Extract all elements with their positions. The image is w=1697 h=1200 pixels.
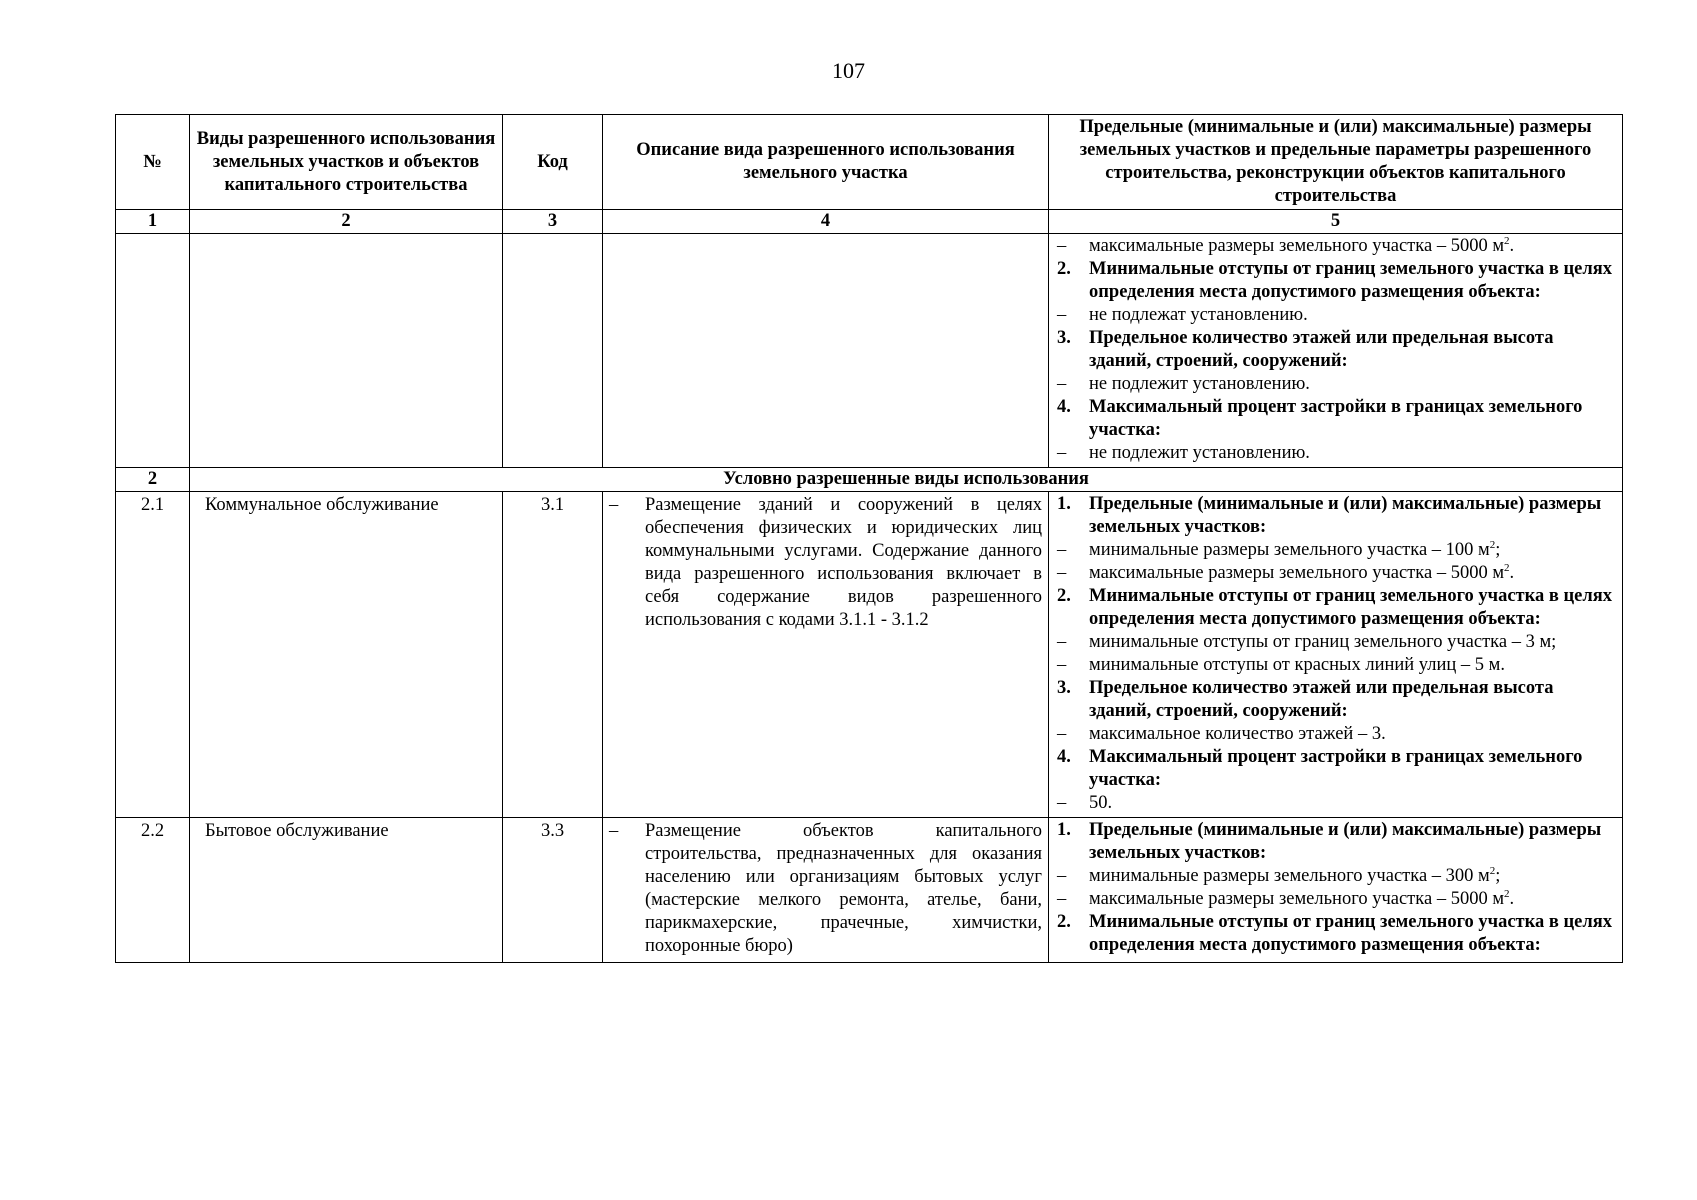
header-code: Код [503, 115, 603, 210]
dash-marker: – [1057, 724, 1067, 744]
continuation-params [1049, 234, 1623, 468]
item-text: Минимальные отступы от границ земельного участка в целях определения места допустимого размещения объекта: [1089, 586, 1612, 629]
item-number: 2. [1057, 912, 1071, 932]
numbered-heading [1053, 258, 1618, 304]
item-text: Минимальные отступы от границ земельного участка в целях определения места допустимого размещения объекта: [1089, 259, 1612, 302]
item-tail: . [1509, 563, 1515, 583]
item-text: минимальные отступы от границ земельного участка – 3 м; [1089, 632, 1557, 652]
dash-item [1053, 442, 1618, 465]
header-kind: Виды разрешенного использования земельных участков и объектов капитального строительства [190, 115, 503, 210]
row-kind: Бытовое обслуживание [190, 818, 503, 963]
superscript: 2 [1504, 561, 1510, 574]
item-text: минимальные размеры земельного участка – 100 м [1089, 540, 1490, 560]
item-tail: ; [1495, 540, 1501, 560]
superscript: 2 [1489, 538, 1496, 551]
row-code: 3.3 [503, 818, 603, 963]
dash-item [1053, 631, 1618, 654]
dash-item [1053, 865, 1618, 888]
numbered-heading [1053, 585, 1618, 631]
item-number: 2. [1057, 586, 1071, 606]
dash-marker: – [1057, 866, 1067, 886]
dash-item [1053, 723, 1618, 746]
item-number: 1. [1057, 820, 1071, 840]
row-description: Размещение зданий и сооружений в целях обеспечения физических и юридических лиц коммунальными услугами. Содержание данного вида разрешенного использования включает в себя содержание видов разрешенного использования с кодами 3.1.1 - 3.1.2 [645, 495, 1042, 630]
numbered-heading [1053, 746, 1618, 792]
row-params [1049, 492, 1623, 818]
item-text: не подлежит установлению. [1089, 443, 1310, 463]
dash-marker: – [1057, 236, 1067, 256]
item-text: 50. [1089, 793, 1113, 813]
superscript: 2 [1504, 887, 1510, 900]
item-text: Максимальный процент застройки в границах земельного участка: [1089, 747, 1583, 790]
row-description-cell [603, 492, 1049, 818]
item-number: 2. [1057, 259, 1071, 279]
dash-marker: – [1057, 793, 1067, 813]
dash-marker: – [1057, 305, 1067, 325]
item-text: не подлежат установлению. [1089, 305, 1308, 325]
dash-item [1053, 539, 1618, 562]
item-text: Предельное количество этажей или предельная высота зданий, строений, сооружений: [1089, 678, 1554, 721]
item-text: Максимальный процент застройки в границах земельного участка: [1089, 397, 1583, 440]
item-text: максимальные размеры земельного участка – 5000 м [1089, 889, 1505, 909]
item-tail: . [1509, 236, 1515, 256]
table-row [116, 492, 1623, 818]
column-number: 4 [603, 210, 1049, 234]
item-tail: ; [1495, 866, 1501, 886]
column-number: 1 [116, 210, 190, 234]
numbered-heading [1053, 396, 1618, 442]
section-number: 2 [116, 468, 190, 492]
dash-item [1053, 304, 1618, 327]
row-description: Размещение объектов капитального строительства, предназначенных для оказания населению или организациям бытовых услуг (мастерские мелкого ремонта, ателье, бани, парикмахерские, прачечные, химчистки, похоронные бюро) [645, 821, 1042, 956]
numbered-heading [1053, 911, 1618, 957]
item-number: 3. [1057, 328, 1071, 348]
item-text: Предельное количество этажей или предельная высота зданий, строений, сооружений: [1089, 328, 1554, 371]
column-number: 2 [190, 210, 503, 234]
item-text: максимальные размеры земельного участка – 5000 м [1089, 236, 1505, 256]
row-number: 2.2 [116, 818, 190, 963]
item-number: 3. [1057, 678, 1071, 698]
header-params: Предельные (минимальные и (или) максимальные) размеры земельных участков и предельные параметры разрешенного строительства, реконструкции объектов капитального строительства [1049, 115, 1623, 210]
table-row [116, 818, 1623, 963]
header-description: Описание вида разрешенного использования земельного участка [603, 115, 1049, 210]
item-number: 1. [1057, 494, 1071, 514]
row-params [1049, 818, 1623, 963]
dash-item [1053, 654, 1618, 677]
dash-marker: – [609, 821, 619, 841]
item-text: минимальные размеры земельного участка – 300 м [1089, 866, 1490, 886]
item-number: 4. [1057, 747, 1071, 767]
row-description-cell [603, 818, 1049, 963]
dash-item [1053, 235, 1618, 258]
item-text: максимальные размеры земельного участка – 5000 м [1089, 563, 1505, 583]
section-row [116, 468, 1623, 492]
numbered-heading [1053, 493, 1618, 539]
item-text: минимальные отступы от красных линий улиц – 5 м. [1089, 655, 1505, 675]
item-text: Предельные (минимальные и (или) максимальные) размеры земельных участков: [1089, 820, 1602, 863]
superscript: 2 [1489, 864, 1496, 877]
section-title: Условно разрешенные виды использования [190, 468, 1623, 492]
row-kind: Коммунальное обслуживание [190, 492, 503, 818]
dash-marker: – [1057, 889, 1067, 909]
header-no: № [116, 115, 190, 210]
dash-item [1053, 792, 1618, 815]
item-text: максимальное количество этажей – 3. [1089, 724, 1386, 744]
header-row [116, 115, 1623, 210]
dash-marker: – [1057, 563, 1067, 583]
page-number: 107 [832, 58, 865, 83]
dash-marker: – [609, 495, 619, 515]
column-numbers-row [116, 210, 1623, 234]
item-text: Предельные (минимальные и (или) максимальные) размеры земельных участков: [1089, 494, 1602, 537]
dash-marker: – [1057, 443, 1067, 463]
numbered-heading [1053, 819, 1618, 865]
row-number: 2.1 [116, 492, 190, 818]
item-text: Минимальные отступы от границ земельного участка в целях определения места допустимого размещения объекта: [1089, 912, 1612, 955]
row-code: 3.1 [503, 492, 603, 818]
item-tail: . [1509, 889, 1515, 909]
dash-marker: – [1057, 374, 1067, 394]
dash-item [1053, 888, 1618, 911]
dash-marker: – [1057, 632, 1067, 652]
dash-marker: – [1057, 655, 1067, 675]
column-number: 5 [1049, 210, 1623, 234]
numbered-heading [1053, 677, 1618, 723]
superscript: 2 [1504, 234, 1510, 247]
dash-item [1053, 373, 1618, 396]
dash-item [1053, 562, 1618, 585]
item-number: 4. [1057, 397, 1071, 417]
column-number: 3 [503, 210, 603, 234]
item-text: не подлежит установлению. [1089, 374, 1310, 394]
dash-marker: – [1057, 540, 1067, 560]
continuation-row [116, 234, 1623, 468]
numbered-heading [1053, 327, 1618, 373]
regulations-table [115, 114, 1623, 963]
